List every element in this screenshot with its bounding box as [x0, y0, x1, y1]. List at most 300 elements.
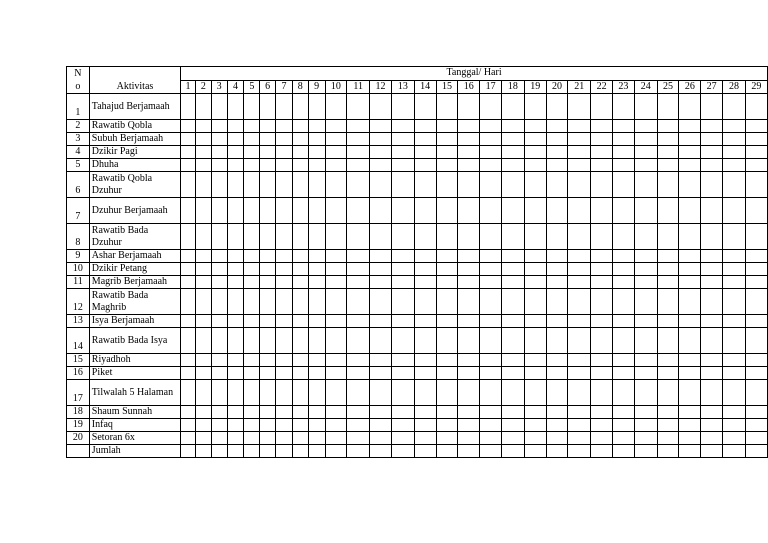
day-checkbox-cell[interactable] — [195, 146, 211, 159]
day-checkbox-cell[interactable] — [480, 315, 502, 328]
day-checkbox-cell[interactable] — [613, 380, 635, 406]
day-checkbox-cell[interactable] — [227, 94, 244, 120]
day-checkbox-cell[interactable] — [723, 120, 746, 133]
day-checkbox-cell[interactable] — [480, 406, 502, 419]
day-checkbox-cell[interactable] — [458, 276, 480, 289]
day-checkbox-cell[interactable] — [227, 445, 244, 458]
day-checkbox-cell[interactable] — [546, 380, 568, 406]
day-checkbox-cell[interactable] — [723, 419, 746, 432]
day-checkbox-cell[interactable] — [591, 315, 613, 328]
day-checkbox-cell[interactable] — [679, 445, 701, 458]
day-checkbox-cell[interactable] — [370, 419, 392, 432]
day-checkbox-cell[interactable] — [260, 120, 276, 133]
day-checkbox-cell[interactable] — [292, 224, 308, 250]
day-checkbox-cell[interactable] — [347, 419, 370, 432]
day-checkbox-cell[interactable] — [391, 198, 414, 224]
day-checkbox-cell[interactable] — [501, 250, 524, 263]
day-checkbox-cell[interactable] — [391, 159, 414, 172]
day-checkbox-cell[interactable] — [370, 224, 392, 250]
day-checkbox-cell[interactable] — [613, 276, 635, 289]
day-checkbox-cell[interactable] — [347, 406, 370, 419]
day-checkbox-cell[interactable] — [244, 445, 260, 458]
day-checkbox-cell[interactable] — [745, 120, 767, 133]
day-checkbox-cell[interactable] — [701, 328, 723, 354]
day-checkbox-cell[interactable] — [634, 419, 657, 432]
day-checkbox-cell[interactable] — [436, 432, 458, 445]
day-checkbox-cell[interactable] — [276, 172, 293, 198]
day-checkbox-cell[interactable] — [679, 224, 701, 250]
day-checkbox-cell[interactable] — [480, 94, 502, 120]
day-checkbox-cell[interactable] — [370, 315, 392, 328]
day-checkbox-cell[interactable] — [325, 367, 347, 380]
day-checkbox-cell[interactable] — [370, 133, 392, 146]
day-checkbox-cell[interactable] — [458, 289, 480, 315]
day-checkbox-cell[interactable] — [501, 432, 524, 445]
day-checkbox-cell[interactable] — [634, 133, 657, 146]
day-checkbox-cell[interactable] — [292, 289, 308, 315]
day-checkbox-cell[interactable] — [657, 159, 679, 172]
day-checkbox-cell[interactable] — [634, 120, 657, 133]
day-checkbox-cell[interactable] — [524, 198, 546, 224]
day-checkbox-cell[interactable] — [723, 380, 746, 406]
day-checkbox-cell[interactable] — [391, 289, 414, 315]
day-checkbox-cell[interactable] — [292, 146, 308, 159]
day-checkbox-cell[interactable] — [370, 198, 392, 224]
day-checkbox-cell[interactable] — [211, 328, 227, 354]
day-checkbox-cell[interactable] — [591, 419, 613, 432]
day-checkbox-cell[interactable] — [613, 419, 635, 432]
day-checkbox-cell[interactable] — [723, 94, 746, 120]
day-checkbox-cell[interactable] — [634, 432, 657, 445]
day-checkbox-cell[interactable] — [347, 315, 370, 328]
day-checkbox-cell[interactable] — [613, 354, 635, 367]
day-checkbox-cell[interactable] — [308, 224, 325, 250]
day-checkbox-cell[interactable] — [591, 120, 613, 133]
day-checkbox-cell[interactable] — [701, 159, 723, 172]
day-checkbox-cell[interactable] — [568, 94, 591, 120]
day-checkbox-cell[interactable] — [292, 133, 308, 146]
day-checkbox-cell[interactable] — [181, 120, 196, 133]
day-checkbox-cell[interactable] — [391, 380, 414, 406]
day-checkbox-cell[interactable] — [276, 328, 293, 354]
day-checkbox-cell[interactable] — [195, 94, 211, 120]
day-checkbox-cell[interactable] — [436, 159, 458, 172]
day-checkbox-cell[interactable] — [546, 406, 568, 419]
day-checkbox-cell[interactable] — [325, 419, 347, 432]
day-checkbox-cell[interactable] — [436, 198, 458, 224]
day-checkbox-cell[interactable] — [370, 380, 392, 406]
day-checkbox-cell[interactable] — [276, 432, 293, 445]
day-checkbox-cell[interactable] — [524, 159, 546, 172]
day-checkbox-cell[interactable] — [501, 94, 524, 120]
day-checkbox-cell[interactable] — [308, 146, 325, 159]
day-checkbox-cell[interactable] — [524, 328, 546, 354]
day-checkbox-cell[interactable] — [634, 276, 657, 289]
day-checkbox-cell[interactable] — [745, 198, 767, 224]
day-checkbox-cell[interactable] — [723, 315, 746, 328]
day-checkbox-cell[interactable] — [227, 133, 244, 146]
day-checkbox-cell[interactable] — [436, 224, 458, 250]
day-checkbox-cell[interactable] — [568, 406, 591, 419]
day-checkbox-cell[interactable] — [501, 159, 524, 172]
day-checkbox-cell[interactable] — [308, 94, 325, 120]
day-checkbox-cell[interactable] — [414, 432, 436, 445]
day-checkbox-cell[interactable] — [181, 367, 196, 380]
day-checkbox-cell[interactable] — [613, 315, 635, 328]
day-checkbox-cell[interactable] — [657, 289, 679, 315]
day-checkbox-cell[interactable] — [723, 198, 746, 224]
day-checkbox-cell[interactable] — [391, 354, 414, 367]
day-checkbox-cell[interactable] — [546, 172, 568, 198]
day-checkbox-cell[interactable] — [745, 419, 767, 432]
day-checkbox-cell[interactable] — [546, 432, 568, 445]
day-checkbox-cell[interactable] — [195, 133, 211, 146]
day-checkbox-cell[interactable] — [276, 250, 293, 263]
day-checkbox-cell[interactable] — [308, 315, 325, 328]
day-checkbox-cell[interactable] — [195, 276, 211, 289]
day-checkbox-cell[interactable] — [701, 406, 723, 419]
day-checkbox-cell[interactable] — [634, 406, 657, 419]
day-checkbox-cell[interactable] — [347, 133, 370, 146]
day-checkbox-cell[interactable] — [568, 419, 591, 432]
day-checkbox-cell[interactable] — [181, 328, 196, 354]
day-checkbox-cell[interactable] — [480, 432, 502, 445]
day-checkbox-cell[interactable] — [292, 276, 308, 289]
day-checkbox-cell[interactable] — [723, 276, 746, 289]
day-checkbox-cell[interactable] — [524, 172, 546, 198]
day-checkbox-cell[interactable] — [501, 354, 524, 367]
day-checkbox-cell[interactable] — [391, 172, 414, 198]
day-checkbox-cell[interactable] — [613, 263, 635, 276]
day-checkbox-cell[interactable] — [260, 419, 276, 432]
day-checkbox-cell[interactable] — [679, 289, 701, 315]
day-checkbox-cell[interactable] — [391, 406, 414, 419]
day-checkbox-cell[interactable] — [308, 263, 325, 276]
day-checkbox-cell[interactable] — [260, 263, 276, 276]
day-checkbox-cell[interactable] — [436, 289, 458, 315]
day-checkbox-cell[interactable] — [745, 94, 767, 120]
day-checkbox-cell[interactable] — [480, 263, 502, 276]
day-checkbox-cell[interactable] — [745, 263, 767, 276]
day-checkbox-cell[interactable] — [501, 198, 524, 224]
day-checkbox-cell[interactable] — [745, 133, 767, 146]
day-checkbox-cell[interactable] — [480, 328, 502, 354]
day-checkbox-cell[interactable] — [524, 224, 546, 250]
day-checkbox-cell[interactable] — [181, 445, 196, 458]
day-checkbox-cell[interactable] — [723, 354, 746, 367]
day-checkbox-cell[interactable] — [458, 94, 480, 120]
day-checkbox-cell[interactable] — [745, 276, 767, 289]
day-checkbox-cell[interactable] — [195, 354, 211, 367]
day-checkbox-cell[interactable] — [745, 146, 767, 159]
day-checkbox-cell[interactable] — [657, 380, 679, 406]
day-checkbox-cell[interactable] — [591, 263, 613, 276]
day-checkbox-cell[interactable] — [227, 198, 244, 224]
day-checkbox-cell[interactable] — [195, 328, 211, 354]
day-checkbox-cell[interactable] — [276, 120, 293, 133]
day-checkbox-cell[interactable] — [211, 133, 227, 146]
day-checkbox-cell[interactable] — [308, 328, 325, 354]
day-checkbox-cell[interactable] — [276, 263, 293, 276]
day-checkbox-cell[interactable] — [325, 159, 347, 172]
day-checkbox-cell[interactable] — [325, 380, 347, 406]
day-checkbox-cell[interactable] — [436, 315, 458, 328]
day-checkbox-cell[interactable] — [308, 120, 325, 133]
day-checkbox-cell[interactable] — [568, 172, 591, 198]
day-checkbox-cell[interactable] — [260, 432, 276, 445]
day-checkbox-cell[interactable] — [414, 315, 436, 328]
day-checkbox-cell[interactable] — [546, 133, 568, 146]
day-checkbox-cell[interactable] — [745, 328, 767, 354]
day-checkbox-cell[interactable] — [501, 419, 524, 432]
day-checkbox-cell[interactable] — [244, 276, 260, 289]
day-checkbox-cell[interactable] — [244, 289, 260, 315]
day-checkbox-cell[interactable] — [308, 172, 325, 198]
day-checkbox-cell[interactable] — [679, 380, 701, 406]
day-checkbox-cell[interactable] — [276, 380, 293, 406]
day-checkbox-cell[interactable] — [524, 146, 546, 159]
day-checkbox-cell[interactable] — [524, 432, 546, 445]
day-checkbox-cell[interactable] — [745, 172, 767, 198]
day-checkbox-cell[interactable] — [414, 380, 436, 406]
day-checkbox-cell[interactable] — [370, 146, 392, 159]
day-checkbox-cell[interactable] — [568, 380, 591, 406]
day-checkbox-cell[interactable] — [227, 172, 244, 198]
day-checkbox-cell[interactable] — [546, 354, 568, 367]
day-checkbox-cell[interactable] — [347, 250, 370, 263]
day-checkbox-cell[interactable] — [501, 276, 524, 289]
day-checkbox-cell[interactable] — [347, 367, 370, 380]
day-checkbox-cell[interactable] — [524, 380, 546, 406]
day-checkbox-cell[interactable] — [195, 198, 211, 224]
day-checkbox-cell[interactable] — [325, 406, 347, 419]
day-checkbox-cell[interactable] — [745, 432, 767, 445]
day-checkbox-cell[interactable] — [524, 354, 546, 367]
day-checkbox-cell[interactable] — [745, 224, 767, 250]
day-checkbox-cell[interactable] — [414, 406, 436, 419]
day-checkbox-cell[interactable] — [211, 289, 227, 315]
day-checkbox-cell[interactable] — [634, 250, 657, 263]
day-checkbox-cell[interactable] — [657, 198, 679, 224]
day-checkbox-cell[interactable] — [325, 432, 347, 445]
day-checkbox-cell[interactable] — [325, 445, 347, 458]
day-checkbox-cell[interactable] — [568, 133, 591, 146]
day-checkbox-cell[interactable] — [195, 250, 211, 263]
day-checkbox-cell[interactable] — [181, 133, 196, 146]
day-checkbox-cell[interactable] — [181, 198, 196, 224]
day-checkbox-cell[interactable] — [436, 445, 458, 458]
day-checkbox-cell[interactable] — [546, 276, 568, 289]
day-checkbox-cell[interactable] — [325, 198, 347, 224]
day-checkbox-cell[interactable] — [679, 133, 701, 146]
day-checkbox-cell[interactable] — [325, 328, 347, 354]
day-checkbox-cell[interactable] — [227, 406, 244, 419]
day-checkbox-cell[interactable] — [181, 432, 196, 445]
day-checkbox-cell[interactable] — [414, 289, 436, 315]
day-checkbox-cell[interactable] — [657, 328, 679, 354]
day-checkbox-cell[interactable] — [679, 172, 701, 198]
day-checkbox-cell[interactable] — [195, 289, 211, 315]
day-checkbox-cell[interactable] — [591, 328, 613, 354]
day-checkbox-cell[interactable] — [591, 198, 613, 224]
day-checkbox-cell[interactable] — [325, 315, 347, 328]
day-checkbox-cell[interactable] — [723, 406, 746, 419]
day-checkbox-cell[interactable] — [181, 263, 196, 276]
day-checkbox-cell[interactable] — [701, 419, 723, 432]
day-checkbox-cell[interactable] — [195, 159, 211, 172]
day-checkbox-cell[interactable] — [546, 445, 568, 458]
day-checkbox-cell[interactable] — [591, 146, 613, 159]
day-checkbox-cell[interactable] — [292, 380, 308, 406]
day-checkbox-cell[interactable] — [292, 328, 308, 354]
day-checkbox-cell[interactable] — [745, 354, 767, 367]
day-checkbox-cell[interactable] — [195, 380, 211, 406]
day-checkbox-cell[interactable] — [414, 419, 436, 432]
day-checkbox-cell[interactable] — [701, 198, 723, 224]
day-checkbox-cell[interactable] — [244, 120, 260, 133]
day-checkbox-cell[interactable] — [591, 276, 613, 289]
day-checkbox-cell[interactable] — [181, 159, 196, 172]
day-checkbox-cell[interactable] — [501, 133, 524, 146]
day-checkbox-cell[interactable] — [414, 328, 436, 354]
day-checkbox-cell[interactable] — [568, 198, 591, 224]
day-checkbox-cell[interactable] — [391, 432, 414, 445]
day-checkbox-cell[interactable] — [436, 276, 458, 289]
day-checkbox-cell[interactable] — [391, 276, 414, 289]
day-checkbox-cell[interactable] — [276, 406, 293, 419]
day-checkbox-cell[interactable] — [480, 198, 502, 224]
day-checkbox-cell[interactable] — [546, 94, 568, 120]
day-checkbox-cell[interactable] — [679, 94, 701, 120]
day-checkbox-cell[interactable] — [568, 328, 591, 354]
day-checkbox-cell[interactable] — [723, 250, 746, 263]
day-checkbox-cell[interactable] — [260, 94, 276, 120]
day-checkbox-cell[interactable] — [634, 315, 657, 328]
day-checkbox-cell[interactable] — [679, 419, 701, 432]
day-checkbox-cell[interactable] — [211, 224, 227, 250]
day-checkbox-cell[interactable] — [276, 159, 293, 172]
day-checkbox-cell[interactable] — [501, 367, 524, 380]
day-checkbox-cell[interactable] — [260, 133, 276, 146]
day-checkbox-cell[interactable] — [414, 159, 436, 172]
day-checkbox-cell[interactable] — [347, 146, 370, 159]
day-checkbox-cell[interactable] — [657, 94, 679, 120]
day-checkbox-cell[interactable] — [181, 419, 196, 432]
day-checkbox-cell[interactable] — [546, 159, 568, 172]
day-checkbox-cell[interactable] — [276, 367, 293, 380]
day-checkbox-cell[interactable] — [613, 250, 635, 263]
day-checkbox-cell[interactable] — [568, 146, 591, 159]
day-checkbox-cell[interactable] — [591, 432, 613, 445]
day-checkbox-cell[interactable] — [276, 133, 293, 146]
day-checkbox-cell[interactable] — [634, 172, 657, 198]
day-checkbox-cell[interactable] — [181, 250, 196, 263]
day-checkbox-cell[interactable] — [276, 289, 293, 315]
day-checkbox-cell[interactable] — [657, 224, 679, 250]
day-checkbox-cell[interactable] — [591, 406, 613, 419]
day-checkbox-cell[interactable] — [524, 250, 546, 263]
day-checkbox-cell[interactable] — [276, 354, 293, 367]
day-checkbox-cell[interactable] — [181, 94, 196, 120]
day-checkbox-cell[interactable] — [195, 224, 211, 250]
day-checkbox-cell[interactable] — [458, 315, 480, 328]
day-checkbox-cell[interactable] — [308, 250, 325, 263]
day-checkbox-cell[interactable] — [391, 94, 414, 120]
day-checkbox-cell[interactable] — [260, 328, 276, 354]
day-checkbox-cell[interactable] — [347, 94, 370, 120]
day-checkbox-cell[interactable] — [458, 133, 480, 146]
day-checkbox-cell[interactable] — [613, 406, 635, 419]
day-checkbox-cell[interactable] — [260, 406, 276, 419]
day-checkbox-cell[interactable] — [701, 315, 723, 328]
day-checkbox-cell[interactable] — [211, 276, 227, 289]
day-checkbox-cell[interactable] — [613, 224, 635, 250]
day-checkbox-cell[interactable] — [679, 406, 701, 419]
day-checkbox-cell[interactable] — [260, 276, 276, 289]
day-checkbox-cell[interactable] — [679, 159, 701, 172]
day-checkbox-cell[interactable] — [211, 445, 227, 458]
day-checkbox-cell[interactable] — [292, 367, 308, 380]
day-checkbox-cell[interactable] — [436, 367, 458, 380]
day-checkbox-cell[interactable] — [524, 315, 546, 328]
day-checkbox-cell[interactable] — [480, 224, 502, 250]
day-checkbox-cell[interactable] — [414, 250, 436, 263]
day-checkbox-cell[interactable] — [308, 198, 325, 224]
day-checkbox-cell[interactable] — [195, 432, 211, 445]
day-checkbox-cell[interactable] — [244, 263, 260, 276]
day-checkbox-cell[interactable] — [613, 328, 635, 354]
day-checkbox-cell[interactable] — [211, 406, 227, 419]
day-checkbox-cell[interactable] — [414, 120, 436, 133]
day-checkbox-cell[interactable] — [657, 146, 679, 159]
day-checkbox-cell[interactable] — [308, 133, 325, 146]
day-checkbox-cell[interactable] — [458, 263, 480, 276]
day-checkbox-cell[interactable] — [568, 289, 591, 315]
day-checkbox-cell[interactable] — [391, 133, 414, 146]
day-checkbox-cell[interactable] — [701, 354, 723, 367]
day-checkbox-cell[interactable] — [195, 315, 211, 328]
day-checkbox-cell[interactable] — [701, 120, 723, 133]
day-checkbox-cell[interactable] — [260, 146, 276, 159]
day-checkbox-cell[interactable] — [501, 120, 524, 133]
day-checkbox-cell[interactable] — [501, 380, 524, 406]
day-checkbox-cell[interactable] — [745, 159, 767, 172]
day-checkbox-cell[interactable] — [436, 250, 458, 263]
day-checkbox-cell[interactable] — [723, 263, 746, 276]
day-checkbox-cell[interactable] — [260, 224, 276, 250]
day-checkbox-cell[interactable] — [347, 198, 370, 224]
day-checkbox-cell[interactable] — [244, 159, 260, 172]
day-checkbox-cell[interactable] — [436, 354, 458, 367]
day-checkbox-cell[interactable] — [227, 276, 244, 289]
day-checkbox-cell[interactable] — [458, 406, 480, 419]
day-checkbox-cell[interactable] — [701, 172, 723, 198]
day-checkbox-cell[interactable] — [657, 276, 679, 289]
day-checkbox-cell[interactable] — [568, 445, 591, 458]
day-checkbox-cell[interactable] — [370, 289, 392, 315]
day-checkbox-cell[interactable] — [501, 146, 524, 159]
day-checkbox-cell[interactable] — [591, 289, 613, 315]
day-checkbox-cell[interactable] — [195, 120, 211, 133]
day-checkbox-cell[interactable] — [292, 120, 308, 133]
day-checkbox-cell[interactable] — [211, 159, 227, 172]
day-checkbox-cell[interactable] — [308, 419, 325, 432]
day-checkbox-cell[interactable] — [458, 367, 480, 380]
day-checkbox-cell[interactable] — [546, 367, 568, 380]
day-checkbox-cell[interactable] — [679, 146, 701, 159]
day-checkbox-cell[interactable] — [181, 172, 196, 198]
day-checkbox-cell[interactable] — [458, 380, 480, 406]
